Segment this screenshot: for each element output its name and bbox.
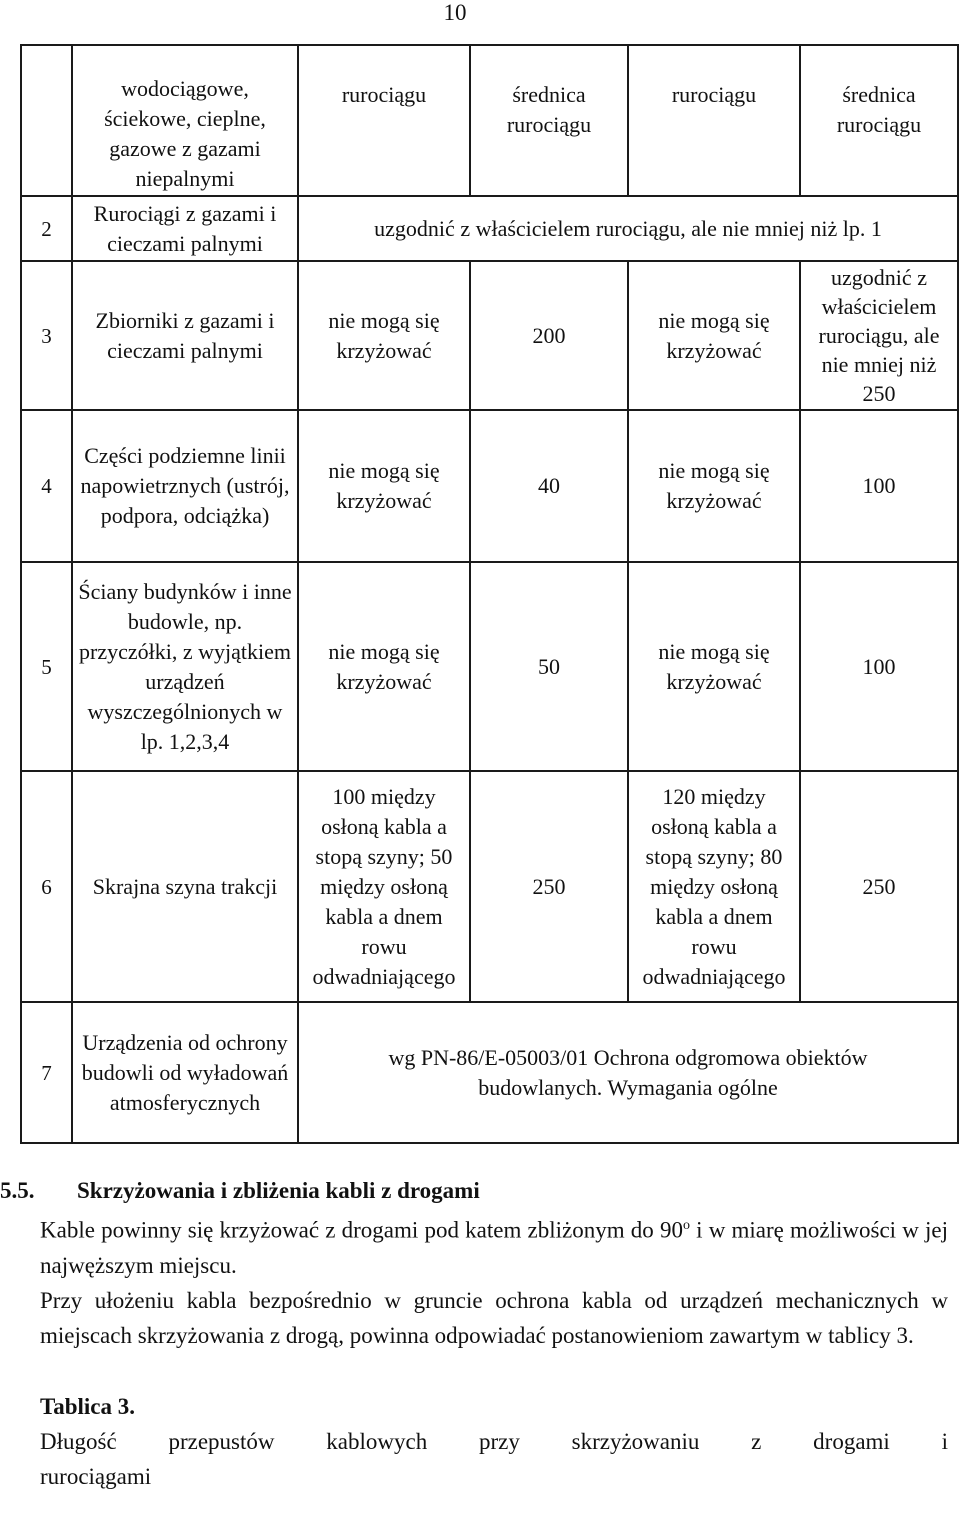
table-row — [21, 562, 958, 771]
row-number: 7 — [21, 1002, 72, 1143]
value-cell: nie mogą się krzyżować — [628, 410, 800, 562]
value-cell: nie mogą się krzyżować — [628, 562, 800, 771]
value-cell: nie mogą się krzyżować — [298, 410, 470, 562]
distance-table — [20, 44, 959, 1144]
value-cell: 200 — [470, 261, 628, 410]
caption-line: rurociągami — [40, 1463, 152, 1489]
object-name: Zbiorniki z gazami i cieczami palnymi — [72, 261, 298, 410]
table-row — [21, 196, 958, 261]
object-name: Urządzenia od ochrony budowli od wyładowań atmosferycznych — [72, 1002, 298, 1143]
table-row — [21, 45, 958, 196]
object-name: wodociągowe, ściekowe, cieplne, gazowe z gazami niepalnymi — [72, 45, 298, 196]
table-row — [21, 261, 958, 410]
value-cell: średnica rurociągu — [470, 45, 628, 196]
table-caption-title: Tablica 3. — [40, 1393, 136, 1419]
paragraph-text: Kable powinny się krzyżować z drogami pod katem zbliżonym do 90 — [40, 1217, 683, 1243]
value-cell: nie mogą się krzyżować — [298, 562, 470, 771]
value-cell: rurociągu — [628, 45, 800, 196]
table-row — [21, 771, 958, 1002]
value-cell: uzgodnić z właścicielem rurociągu, ale nie mniej niż 250 — [800, 261, 958, 410]
object-name: Części podziemne linii napowietrznych (ustrój, podpora, odciążka) — [72, 410, 298, 562]
value-cell: średnica rurociągu — [800, 45, 958, 196]
row-number: 5 — [21, 562, 72, 771]
object-name: Rurociągi z gazami i cieczami palnymi — [72, 196, 298, 261]
section-5-5 — [0, 1173, 948, 1494]
table-row — [21, 1002, 958, 1143]
caption-line: Długość przepustów kablowych przy skrzyżowaniu z drogami i — [40, 1428, 948, 1454]
merged-value-cell: uzgodnić z właścicielem rurociągu, ale nie mniej niż lp. 1 — [298, 196, 958, 261]
row-number — [21, 45, 72, 196]
value-cell: nie mogą się krzyżować — [628, 261, 800, 410]
value-cell: nie mogą się krzyżować — [298, 261, 470, 410]
value-cell: 100 — [800, 410, 958, 562]
row-number: 3 — [21, 261, 72, 410]
section-number: 5.5. — [0, 1178, 35, 1203]
value-cell: 250 — [800, 771, 958, 1002]
table-row — [21, 410, 958, 562]
value-cell: rurociągu — [298, 45, 470, 196]
value-cell: 40 — [470, 410, 628, 562]
value-cell: 250 — [470, 771, 628, 1002]
row-number: 6 — [21, 771, 72, 1002]
page-number: 10 — [443, 0, 467, 25]
object-name: Skrajna szyna trakcji — [72, 771, 298, 1002]
paragraph-text: i w miarę możliwości w jej najwęższym miejscu. — [40, 1217, 948, 1278]
value-cell: 100 między osłoną kabla a stopą szyny; 50 między osłoną kabla a dnem rowu odwadniającego — [298, 771, 470, 1002]
row-number: 2 — [21, 196, 72, 261]
paragraph — [0, 1208, 948, 1283]
value-cell: 100 — [800, 562, 958, 771]
section-heading — [0, 1173, 948, 1208]
section-title: Skrzyżowania i zbliżenia kabli z drogami — [77, 1178, 480, 1203]
object-name: Ściany budynków i inne budowle, np. przyczółki, z wyjątkiem urządzeń wyszczególnionych w lp. 1,2,3,4 — [72, 562, 298, 771]
degree-superscript: o — [682, 1218, 690, 1233]
value-cell: 120 między osłoną kabla a stopą szyny; 80 między osłoną kabla a dnem rowu odwadniającego — [628, 771, 800, 1002]
paragraph: Przy ułożeniu kabla bezpośrednio w gruncie ochrona kabla od urządzeń mechanicznych w miejscach skrzyżowania z drogą, powinna odpowiadać postanowieniom zawartym w tablicy 3. — [40, 1287, 948, 1348]
value-cell: 50 — [470, 562, 628, 771]
table-caption-description — [0, 1424, 948, 1494]
row-number: 4 — [21, 410, 72, 562]
merged-value-cell: wg PN-86/E-05003/01 Ochrona odgromowa obiektów budowlanych. Wymagania ogólne — [298, 1002, 958, 1143]
